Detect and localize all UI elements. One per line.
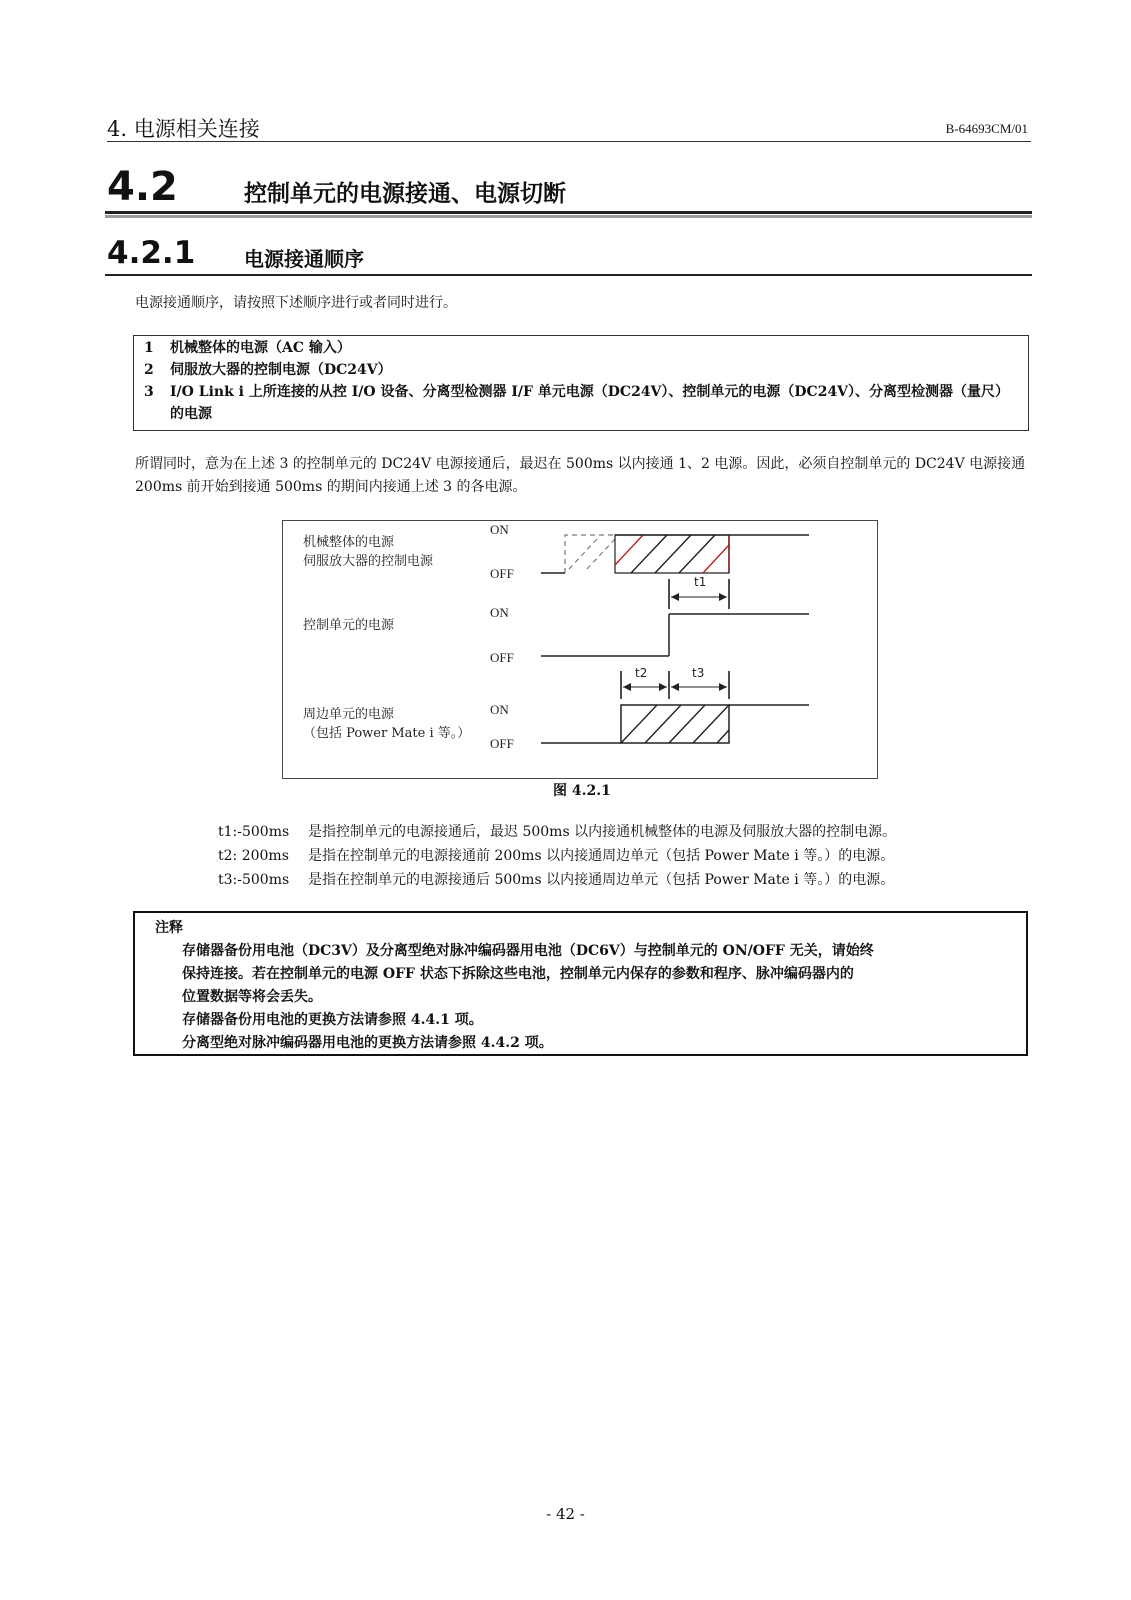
timing-key: t1:-500ms — [218, 824, 290, 840]
sequence-item-text: 机械整体的电源（AC 输入） — [170, 340, 351, 356]
header-divider — [107, 141, 1031, 142]
figure-caption: 图 4.2.1 — [553, 783, 611, 799]
subsection-title: 电源接通顺序 — [244, 247, 364, 271]
section-number: 4.2 — [107, 164, 178, 210]
signal3-label-line1: 周边单元的电源 — [303, 707, 395, 722]
section-divider-shadow — [105, 215, 1032, 218]
signal3-label-line2: （包括 Power Mate i 等。） — [303, 726, 471, 741]
t3-label: t3 — [692, 666, 705, 680]
sequence-item-number: 3 — [144, 384, 154, 400]
signal1-label-line2: 伺服放大器的控制电源 — [303, 554, 434, 569]
subsection-divider — [105, 274, 1032, 276]
sequence-item-number: 1 — [144, 340, 154, 356]
sequence-item-number: 2 — [144, 362, 154, 378]
intro-text: 电源接通顺序，请按照下述顺序进行或者同时进行。 — [135, 295, 457, 311]
signal2-label: 控制单元的电源 — [303, 618, 395, 633]
note-line: 保持连接。若在控制单元的电源 OFF 状态下拆除这些电池，控制单元内保存的参数和程序、脉冲编码器内的 — [182, 966, 854, 982]
signal3-label — [303, 705, 470, 743]
timing-description: 是指在控制单元的电源接通后 500ms 以内接通周边单元（包括 Power Mate i 等。）的电源。 — [308, 872, 895, 888]
signal3-off-label: OFF — [490, 736, 514, 751]
subsection-number: 4.2.1 — [107, 235, 196, 271]
note-line: 位置数据等将会丢失。 — [182, 989, 322, 1005]
note-title: 注释 — [155, 920, 183, 936]
signal1-label-line1: 机械整体的电源 — [303, 535, 395, 550]
section-divider — [105, 211, 1032, 214]
note-line: 存储器备份用电池的更换方法请参照 4.4.1 项。 — [182, 1012, 483, 1028]
signal2-off-label: OFF — [490, 650, 514, 665]
note-line: 分离型绝对脉冲编码器用电池的更换方法请参照 4.4.2 项。 — [182, 1035, 553, 1051]
signal2-on-label: ON — [490, 605, 509, 620]
timing-key: t2: 200ms — [218, 848, 289, 864]
t1-label: t1 — [694, 575, 707, 589]
note-box — [133, 911, 1028, 1056]
simultaneous-explanation: 所谓同时，意为在上述 3 的控制单元的 DC24V 电源接通后，最迟在 500ms 以内接通 1、2 电源。因此，必须自控制单元的 DC24V 电源接通 200ms 前开始到接通 500ms 的期间内接通上述 3 的各电源。 — [135, 456, 1026, 495]
timing-diagram — [282, 520, 878, 779]
timing-key: t3:-500ms — [218, 872, 290, 888]
t2-label: t2 — [635, 666, 648, 680]
section-title: 控制单元的电源接通、电源切断 — [244, 181, 566, 207]
sequence-item-text: 伺服放大器的控制电源（DC24V） — [170, 362, 392, 378]
signal3-on-label: ON — [490, 702, 509, 717]
signal1-hatched-window — [615, 535, 729, 573]
signal1-on-label: ON — [490, 522, 509, 537]
signal1-dashed-window — [565, 535, 615, 573]
timing-description: 是指控制单元的电源接通后，最迟 500ms 以内接通机械整体的电源及伺服放大器的控制电源。 — [308, 824, 897, 840]
sequence-box — [133, 335, 1029, 431]
timing-description: 是指在控制单元的电源接通前 200ms 以内接通周边单元（包括 Power Mate i 等。）的电源。 — [308, 848, 895, 864]
document-code: B-64693CM/01 — [945, 121, 1028, 136]
page-number: - 42 - — [546, 1505, 585, 1523]
chapter-header: 4. 电源相关连接 — [107, 117, 260, 141]
note-line: 存储器备份用电池（DC3V）及分离型绝对脉冲编码器用电池（DC6V）与控制单元的 ON/OFF 无关，请始终 — [182, 943, 874, 959]
signal1-label — [303, 533, 433, 571]
signal1-off-label: OFF — [490, 566, 514, 581]
sequence-item-text: I/O Link i 上所连接的从控 I/O 设备、分离型检测器 I/F 单元电源（DC24V）、控制单元的电源（DC24V）、分离型检测器（量尺）的电源 — [170, 384, 1010, 422]
